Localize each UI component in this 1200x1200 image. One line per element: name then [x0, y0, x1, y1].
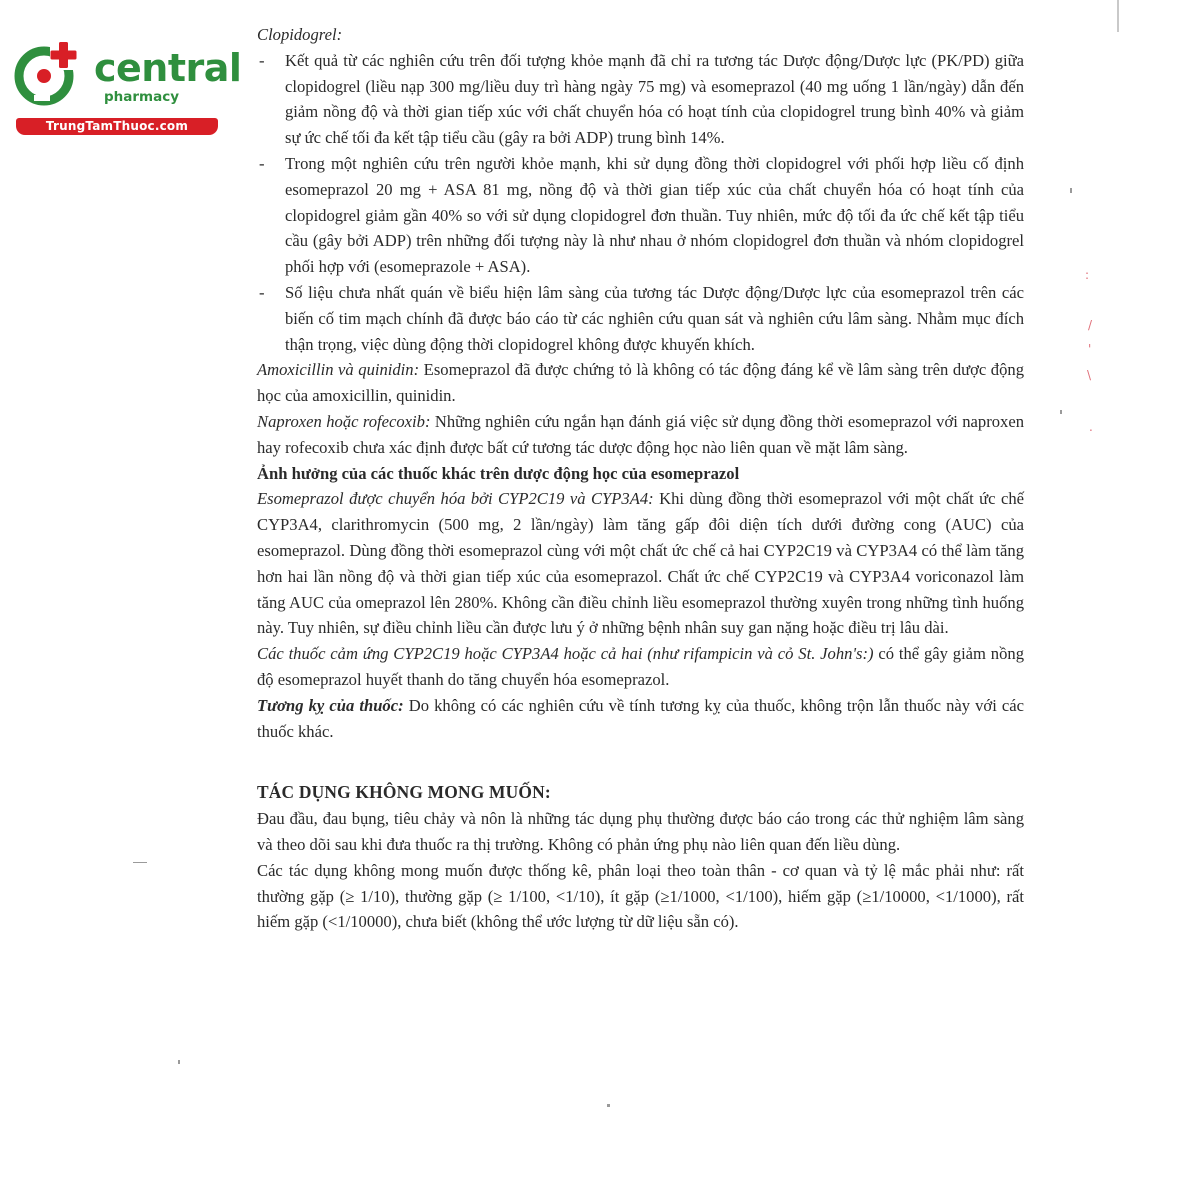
- list-item: - Số liệu chưa nhất quán về biểu hiện lâm sàng của tương tác Dược động/Dược lực của esomeprazol trên các biến cố tim mạch chính đã được báo cáo từ các nghiên cứu quan sát và nghiên cứu lâm sàng. Nhằm mục đích thận trọng, việc dùng động thời clopidogrel không được khuyến khích.: [257, 280, 1024, 357]
- incompatibility-text: Do không có các nghiên cứu về tính tương kỵ của thuốc, không trộn lẫn thuốc này với các thuốc khác.: [257, 695, 1025, 741]
- cyp-paragraph: [257, 486, 1024, 641]
- cyp-label: Esomeprazol được chuyển hóa bởi CYP2C19 và CYP3A4:: [257, 489, 654, 509]
- scan-stamp-fragment: ': [1088, 342, 1092, 356]
- scan-speck: [1060, 410, 1062, 414]
- list-item: - Kết quả từ các nghiên cứu trên đối tượng khỏe mạnh đã chỉ ra tương tác Dược động/Dược lực (PK/PD) giữa clopidogrel (liều nạp 300 mg/liều duy trì hàng ngày 75 mg) và esomeprazol (40 mg uống 1 lần/ngày) dẫn đến giảm nồng độ và thời gian tiếp xúc với chất chuyển hóa có hoạt tính của clopidogrel trung bình 40% và giảm sự ức chế tối đa kết tập tiểu cầu (gây ra bởi ADP) trung bình 14%.: [257, 48, 1024, 151]
- scan-stamp-fragment: .: [1089, 420, 1093, 434]
- clopidogrel-bullet-list: [257, 48, 1024, 358]
- amoxicillin-label: Amoxicillin và quinidin:: [257, 360, 420, 380]
- scan-speck: [178, 1060, 180, 1064]
- scan-speck: [607, 1104, 610, 1107]
- scan-speck: [1070, 188, 1072, 193]
- pharmacy-cross-logo-icon: [10, 38, 82, 110]
- scan-stamp-fragment: :: [1085, 268, 1090, 282]
- scan-stamp-fragment: \: [1087, 368, 1092, 382]
- scan-stamp-fragment: /: [1088, 318, 1093, 332]
- side-effects-paragraph-2: Các tác dụng không mong muốn được thống kê, phân loại theo toàn thân - cơ quan và tỷ lệ mắc phải như: rất thường gặp (≥ 1/10), thường gặp (≥ 1/100, <1/10), ít gặp (≥1/1000, <1/100), hiếm gặp (≥1/10000, <1/1000), rất hiếm gặp (<1/10000), chưa biết (không thể ước lượng từ dữ liệu sẵn có).: [257, 860, 1024, 932]
- scan-speck: [133, 862, 147, 863]
- amoxicillin-paragraph: [257, 357, 1024, 409]
- logo-brand-name: central: [94, 46, 242, 90]
- naproxen-text: Những nghiên cứu ngắn hạn đánh giá việc sử dụng đồng thời esomeprazol với naproxen hay rofecoxib chưa xác định được bất cứ tương tác dược động học nào liên quan về mặt lâm sàng.: [257, 411, 1024, 457]
- side-effects-paragraph-1: Đau đầu, đau bụng, tiêu chảy và nôn là những tác dụng phụ thường được báo cáo trong các thử nghiệm lâm sàng và theo dõi sau khi đưa thuốc ra thị trường. Không có phản ứng phụ nào liên quan đến liều dùng.: [257, 809, 1024, 854]
- list-item: - Trong một nghiên cứu trên người khỏe mạnh, khi sử dụng đồng thời clopidogrel với phối hợp liều cố định esomeprazol 20 mg + ASA 81 mg, nồng độ và thời gian tiếp xúc của chất chuyển hóa có hoạt tính của clopidogrel giảm gần 40% so với sử dụng clopidogrel đơn thuần. Tuy nhiên, mức độ tối đa ức chế kết tập tiểu cầu (gây bởi ADP) trên những đối tượng này là như nhau ở nhóm clopidogrel đơn thuần và nhóm clopidogrel phối hợp với (esomeprazole + ASA).: [257, 151, 1024, 280]
- side-effects-heading: TÁC DỤNG KHÔNG MONG MUỐN:: [257, 782, 551, 803]
- naproxen-label: Naproxen hoặc rofecoxib:: [257, 411, 431, 431]
- inducer-text: có thể gây giảm nồng độ esomeprazol huyết thanh do tăng chuyển hóa esomeprazol.: [257, 644, 1024, 689]
- amoxicillin-text: Esomeprazol đã được chứng tỏ là không có tác động đáng kể về lâm sàng trên dược động học của amoxicillin, quinidin.: [257, 360, 1024, 406]
- clopidogrel-heading: Clopidogrel:: [257, 25, 343, 44]
- incompatibility-label: Tương kỵ của thuốc:: [257, 695, 404, 715]
- scan-edge-line: [1117, 0, 1119, 32]
- incompatibility-paragraph: [257, 693, 1024, 745]
- inducer-paragraph: [257, 641, 1024, 693]
- central-pharmacy-logo: [8, 38, 242, 138]
- inducer-label: Các thuốc cảm ứng CYP2C19 hoặc CYP3A4 hoặc cả hai (như rifampicin và cỏ St. John's:): [257, 644, 874, 664]
- naproxen-paragraph: [257, 409, 1024, 461]
- leaflet-text: [257, 22, 1024, 935]
- other-drugs-heading: Ảnh hưởng của các thuốc khác trên dược động học của esomeprazol: [257, 463, 740, 483]
- logo-subtitle: pharmacy: [104, 89, 180, 105]
- logo-website-banner: TrungTamThuoc.com: [16, 118, 218, 135]
- cyp-text: Khi dùng đồng thời esomeprazol với một chất ức chế CYP3A4, clarithromycin (500 mg, 2 lần/ngày) làm tăng gấp đôi diện tích dưới đường cong (AUC) của esomeprazol. Dùng đồng thời esomeprazol cùng với một chất ức chế cả hai CYP2C19 và CYP3A4 có thể làm tăng hơn hai lần nồng độ và thời gian tiếp xúc của esomeprazol. Chất ức chế CYP2C19 và CYP3A4 voriconazol làm tăng AUC của omeprazol lên 280%. Không cần điều chỉnh liều esomeprazol thường xuyên trong những tình huống này. Tuy nhiên, sự điều chỉnh liều cần được lưu ý ở những bệnh nhân suy gan nặng hoặc điều trị lâu dài.: [257, 489, 1024, 638]
